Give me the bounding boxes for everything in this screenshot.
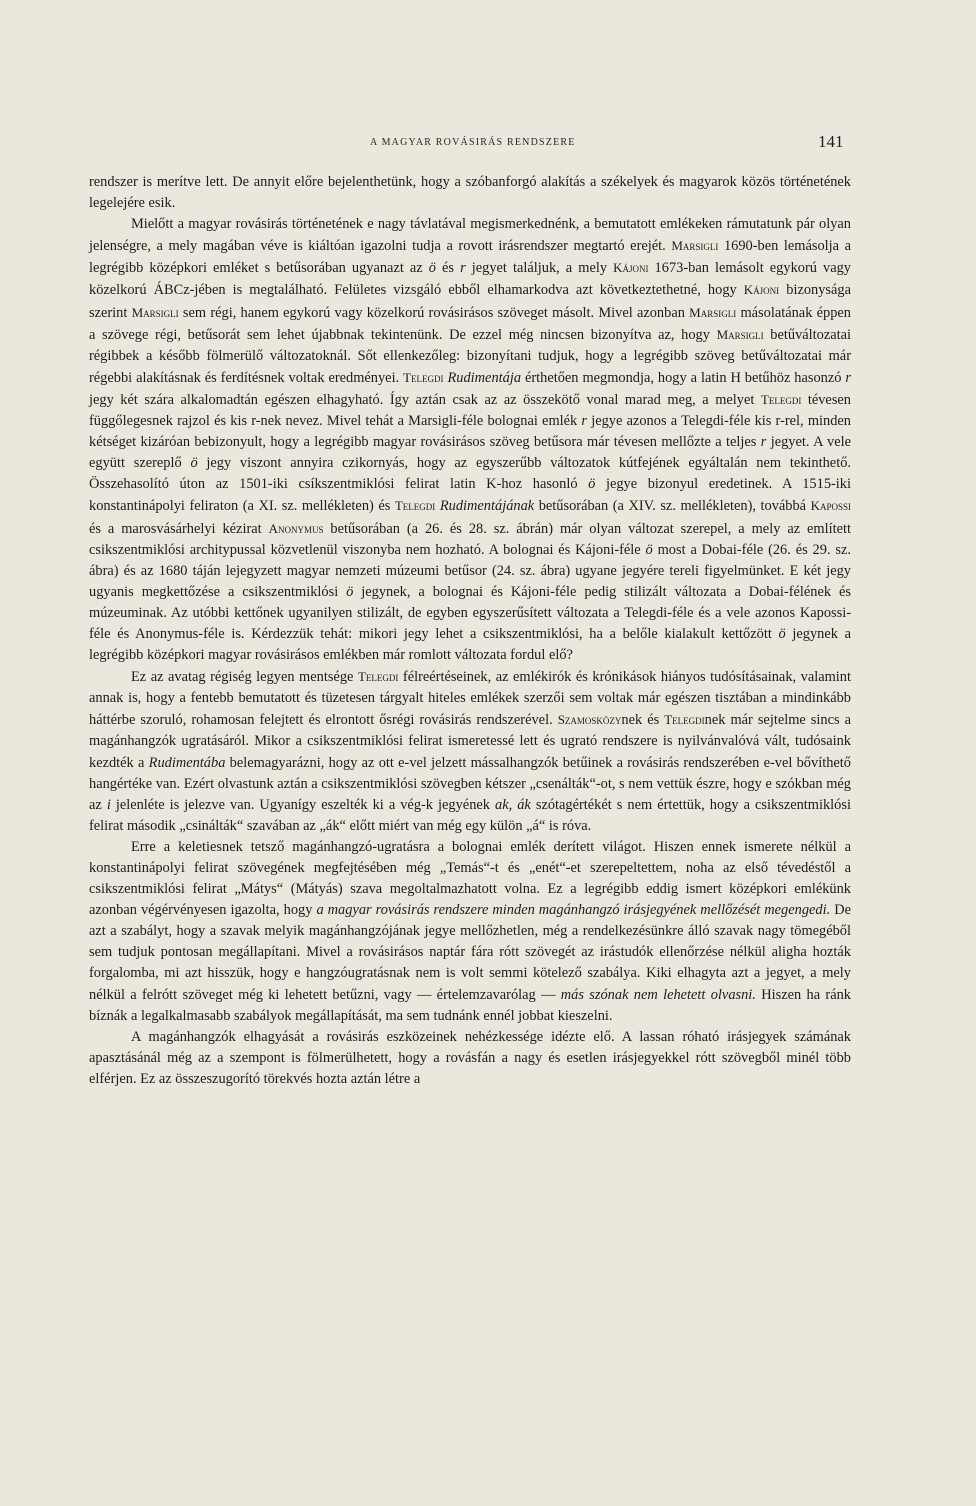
text-run: 1673-ban lemásolt egykorú vagy közelkorú ÁBCz-jében is megtalálható. Felületes vizsgáló ebből elhamarkodva azt következtethetné, hogy	[89, 260, 851, 299]
italic-text: ö	[428, 260, 436, 277]
text-run: most a Dobai-féle (26. és 29. sz. ábra) és az 1680 táján lejegyzett magyar nemzeti múzeumi betűsor (24. sz. ábra) ugyane jegyére tereli figyelmünket. E két jegy ugyanis megkettőzése a csikszentmiklósi	[89, 541, 851, 600]
text-run: betűsorában (a 26. és 28. sz. ábrán) már olyan változat szerepel, a mely az említett csikszentmiklósi architypussal közvetlenül viszonyba nem hozható. A bolognai és Kájoni-féle	[89, 520, 851, 558]
italic-text: ö	[645, 541, 653, 558]
paragraph	[89, 666, 851, 837]
author-name: Telegdi	[394, 498, 436, 514]
italic-text: a magyar rovásirás rendszere minden magánhangzó irásjegyének mellőzését megengedi.	[316, 902, 831, 919]
text-run: tévesen függőlegesnek rajzol és kis r-nek nevez. Mivel tehát a Marsigli-féle bolognai emlék	[89, 391, 852, 430]
text-run: rendszer is merítve lett. De annyit előre bejelenthetünk, hogy a szóbanforgó alakítás a székelyek és magyarok közös történetének legelejére esik.	[89, 174, 851, 212]
italic-text: ö	[190, 455, 198, 472]
author-name: Telegdi	[357, 669, 399, 685]
author-name: Kájoni	[743, 282, 780, 298]
author-name: Marsigli	[689, 304, 737, 320]
italic-text: i	[106, 796, 111, 813]
text-run: Mielőtt a magyar rovásirás történetének e nagy távlatával megismerkednénk, a bemutatott emlékeken rámutatunk pár olyan jelenségre, a mely magában véve is kiáltóan igazolni tudja a rovott irásrendszer megtartó erejét.	[89, 216, 851, 255]
author-name: Kapossi	[810, 498, 851, 514]
italic-text: Rudimentája	[447, 369, 522, 386]
text-run: jegynek, a bolognai és Kájoni-féle pedig stilizált változata a Dobai-félének és múzeuminak. Az utóbbi kettőnek ugyanilyen stilizált, de egyben egyszerűsített változata a Telegdi-féle és a vele azonos Kapossi-féle és Anonymus-féle is. Kérdezzük tehát: mikori jegy lehet a csikszentmiklósi, ha a belőle kialakult kettőzött	[89, 583, 851, 642]
text-run: nek már sejtelme sincs a magánhangzók ugratásáról. Mikor a csikszentmiklósi felirat ismeretessé lett és ugrató rendszere is nyilvánvalóvá vált, tudósaink kezdték a	[89, 712, 851, 771]
paragraph	[89, 1027, 851, 1090]
text-run: De azt a szabályt, hogy a szavak melyik magánhangzójának jegye mellőzhetlen, még a rendelkezésünkre álló szavak nagy tömegéből sem tudjuk pontosan megállapítani. Mivel a rovásirásos naptár fára rótt szövegét az irástudók ellenőrzése nélkül aligha hozták forgalomba, mi azt hisszük, hogy e hangzóugratásnak nem is volt semmi kötelező szabálya. Kiki elhagyta azt a jegyet, a mely nélkül a felrótt szöveget még ki lehetett betűzni, vagy — értelemzavarólag —	[89, 902, 852, 1003]
author-name: Marsigli	[716, 326, 764, 342]
page-number: 141	[818, 132, 844, 151]
text-run: jegy két szára alkalomadtán egészen elhagyható. Így aztán csak az az összekötő vonal marad meg, a melyet	[89, 391, 761, 408]
paragraph	[89, 172, 851, 214]
paragraph	[89, 837, 851, 1027]
paragraph	[89, 214, 851, 666]
running-header	[0, 134, 976, 154]
italic-text: Rudimentájának	[439, 498, 535, 515]
italic-text: r	[581, 413, 588, 430]
text-run: szótagértékét s nem értettük, hogy a csikszentmiklósi felirat második „csinálták“ szavában az „ák“ előtt miért van még egy külön „á“ is róva.	[89, 796, 851, 834]
text-run: Ez az avatag régiség legyen mentsége	[131, 669, 358, 686]
text-run: jegy viszont annyira czikornyás, hogy az egyszerűbb változatok kútfejének egyáltalán nem tekinthető. Összehasolító úton az 1501-iki csíkszentmiklósi felirat latin K-hoz hasonló	[89, 455, 851, 493]
text-run: jelenléte is jelezve van. Ugyanígy eszelték ki a vég-k jegyének	[110, 796, 496, 813]
text-run: sem régi, hanem egykorú vagy közelkorú rovásirásos szöveget másolt. Mivel azonban	[178, 304, 690, 321]
italic-text: r	[460, 260, 466, 277]
italic-text: ö	[588, 476, 596, 493]
text-run: jegye azonos a Telegdi-féle kis r-rel, minden kétséget kizáróan bebizonyult, hogy a legrégibb magyar rovásirásos szöveg betűsora már tévesen mellőzte a teljes	[89, 413, 851, 451]
running-title: A MAGYAR ROVÁSIRÁS RENDSZERE	[370, 137, 576, 148]
text-run: jegynek a legrégibb középkori magyar rovásirásos emlékben már romlott változata fordul elő?	[89, 625, 852, 664]
text-run: A magánhangzók elhagyását a rovásirás eszközeinek nehézkessége idézte elő. A lassan róható irásjegyek számának apasztásánál még az a szempont is fölmerülhetett, hogy a rovásfán a nagy és esetlen irásjegyekkel rótt szövegből minél több elférjen. Ez az összeszugorító törekvés hozta aztán létre a	[89, 1028, 851, 1087]
text-run: és a marosvásárhelyi kézirat	[89, 520, 269, 537]
italic-text: más szónak nem lehetett olvasni.	[560, 986, 756, 1003]
text-run: betűsorában (a XIV. sz. mellékleten), továbbá	[534, 498, 811, 515]
author-name: Telegdi	[760, 391, 802, 407]
text-run: Hiszen ha ránk bíznák a legalkalmasabb szabályok megállapítását, ma sem tudnánk ennél jobbat kieszelni.	[89, 986, 851, 1024]
author-name: Marsigli	[671, 238, 719, 254]
text-run: és	[435, 260, 461, 277]
italic-text: Rudimentába	[148, 754, 226, 771]
author-name: Telegdi	[403, 369, 444, 385]
italic-text: r	[760, 434, 767, 451]
text-run: bizonysága szerint	[89, 282, 851, 321]
text-run: Erre a keletiesnek tetsző magánhangzó-ugratásra a bolognai emlék derített világot. Hiszen ennek ismerete nélkül a konstantinápolyi felirat szövegének megfejtésében még „Temás“-t és „enét“-et szerepeltettem, noha az első tévedéstől a csikszentmiklósi felirat „Mátys“ (Mátyás) szava megoltalmazhatott volna. Ez a legrégibb eddig ismert középkori emlékünk azonban végérvényesen igazolta, hogy	[89, 838, 851, 919]
author-name: Anonymus	[268, 520, 324, 536]
author-name: Szamosközy	[557, 712, 622, 728]
text-run: érthetően megmondja, hogy a latin H betűhöz hasonzó	[521, 369, 846, 386]
italic-text: r	[845, 369, 851, 386]
text-run: másolatának éppen a szövege régi, betűsorát sem lehet újabbnak tekintenünk. De ezzel még nincsen bizonyítva az, hogy	[89, 304, 851, 343]
text-run: jegyet találjuk, a mely	[465, 260, 614, 277]
italic-text: ö	[346, 583, 354, 600]
text-run: belemagyarázni, hogy az ott e-vel jelzett mássalhangzók betűinek a rovásirás rendszerében e-vel bővíthető hangértéke van. Ezért olvastunk aztán a csikszentmiklósi szövegben kétszer „csenálták“-ot, s nem vettük észre, hogy e szókban még az	[89, 754, 851, 813]
italic-text: ak, ák	[495, 796, 531, 813]
italic-text: ö	[778, 625, 786, 642]
text-run: jegye bizonyul eredetinek. A 1515-iki konstantinápolyi feliraton (a XI. sz. mellékleten) és	[89, 476, 852, 515]
author-name: Telegdi	[664, 712, 705, 728]
body-text	[89, 172, 851, 1090]
text-run: nek és	[621, 712, 665, 729]
text-run: 1690-ben lemásolja a legrégibb középkori emléket s betűsorában ugyanazt az	[89, 238, 851, 277]
author-name: Marsigli	[131, 304, 179, 320]
text-run: betűváltozatai régibbek a később fölmerülő változatoknál. Sőt ellenkezőleg: bizonyítani tudjuk, hogy a legrégibb szöveg betűváltozatai már régebbi alakításnak és ferdítésnek voltak eredményei.	[89, 326, 851, 386]
text-run: jegyet. A vele együtt szereplő	[89, 434, 852, 472]
author-name: Kájoni	[613, 260, 649, 276]
text-run: félreértéseinek, az emlékirók és krónikások hiányos tudósításainak, valamint annak is, hogy a fentebb bemutatott és tüzetesen tárgyalt hiteles emlékek szerzői sem voltak már egészen tisztában a mindinkább háttérbe szoruló, rohamosan felejtett és elrontott ősrégi rovásirás rendszerével.	[89, 669, 851, 729]
